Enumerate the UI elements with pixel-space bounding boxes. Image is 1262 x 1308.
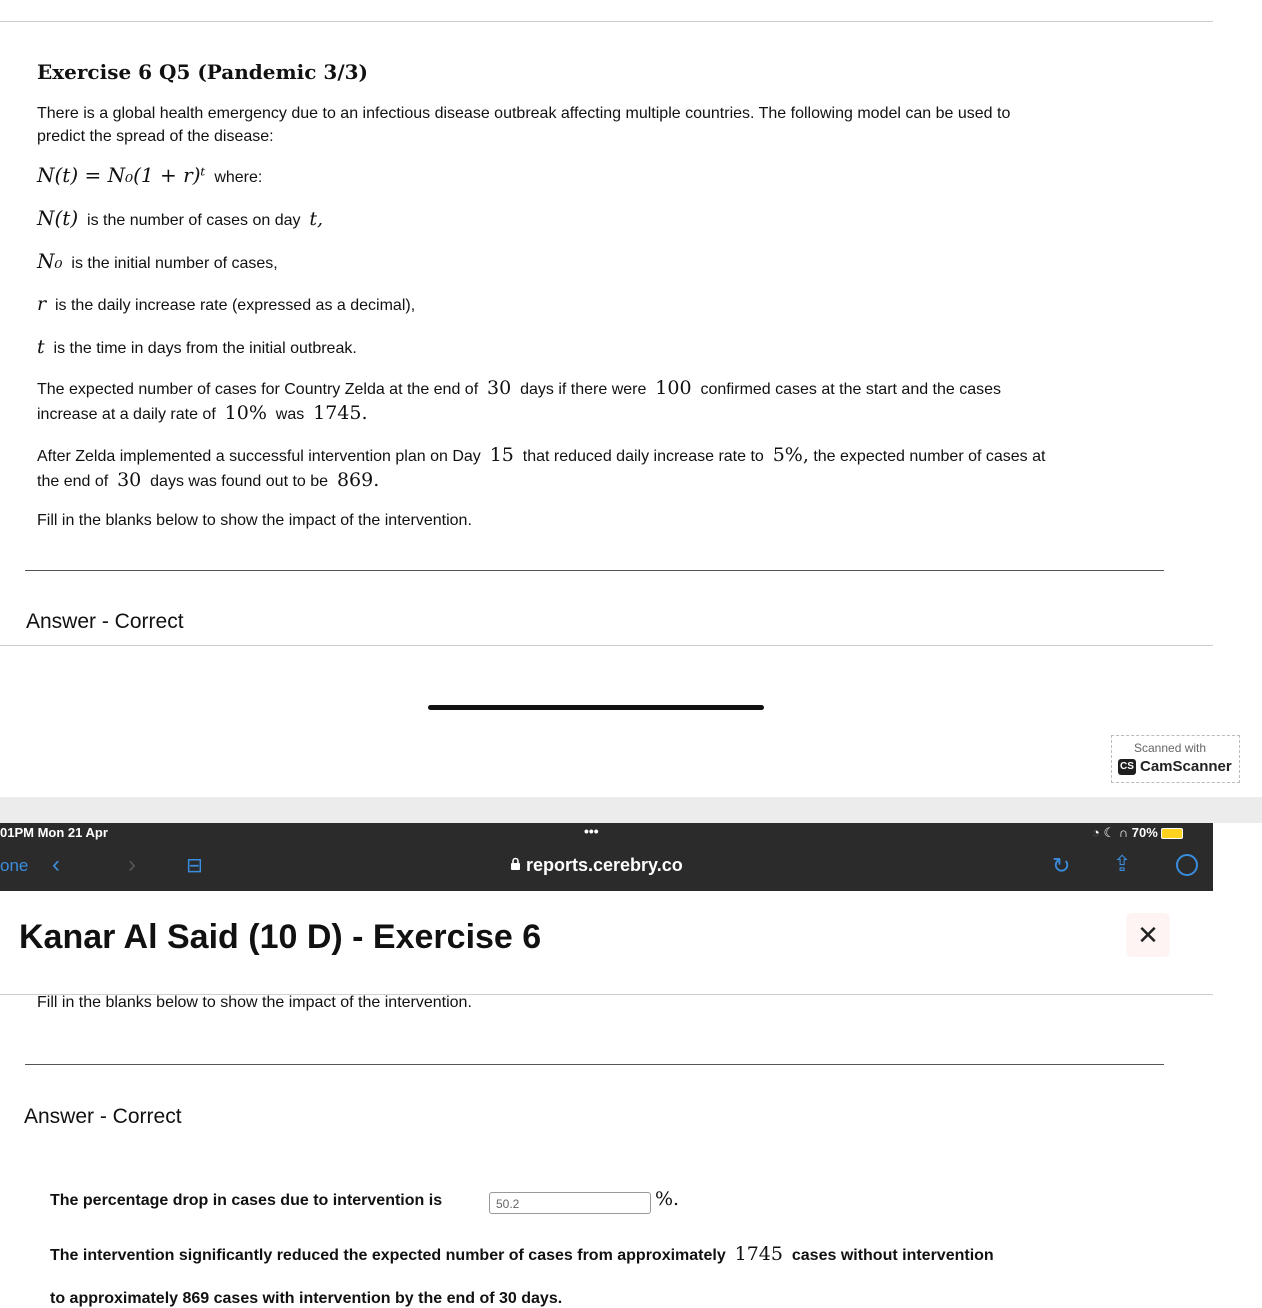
cut-off-instruction: Fill in the blanks below to show the impact of the intervention. — [37, 994, 472, 1011]
battery-icon — [1161, 828, 1183, 839]
camscanner-logo-icon: CS — [1118, 759, 1136, 775]
def1-var: t, — [309, 208, 324, 230]
cut-off-line-container — [37, 994, 737, 1022]
answer-label-top: Answer - Correct — [26, 610, 184, 633]
answer-label: Answer - Correct — [24, 1105, 182, 1128]
formula-suffix: where: — [214, 169, 263, 186]
q3-text: to approximately 869 cases with intervention by the end of 30 days. — [50, 1290, 563, 1307]
definition-r — [37, 292, 415, 318]
camscanner-watermark — [1111, 735, 1240, 783]
question-divider — [25, 570, 1164, 571]
q2-text-b: cases without intervention — [791, 1247, 994, 1264]
fill-in-instruction: Fill in the blanks below to show the impact of the intervention. — [37, 512, 472, 529]
p2-day: 15 — [489, 444, 514, 466]
p1-b: days if there were — [520, 381, 647, 398]
url-bar[interactable]: reports.cerebry.co — [526, 855, 683, 875]
p1-a: The expected number of cases for Country Zelda at the end of — [37, 381, 479, 398]
close-button[interactable] — [1126, 913, 1170, 957]
def3-text: is the daily increase rate (expressed as a decimal), — [54, 297, 416, 314]
q2-value: 1745 — [734, 1243, 783, 1265]
percentage-drop-input[interactable]: 50.2 — [489, 1192, 651, 1214]
intro-line-2: predict the spread of the disease: — [37, 128, 274, 145]
p1-result: 1745. — [313, 402, 368, 424]
answer-divider — [0, 645, 1213, 646]
p1-d: increase at a daily rate of — [37, 406, 216, 423]
definition-t — [37, 335, 357, 361]
share-icon[interactable]: ⇪ — [1113, 851, 1132, 876]
close-icon: ✕ — [1137, 920, 1159, 950]
status-time-date: 01PM Mon 21 Apr — [0, 825, 108, 840]
lower-divider — [25, 1064, 1164, 1065]
wifi-icon: ◔ — [1092, 825, 1100, 840]
compass-icon[interactable] — [1176, 854, 1198, 876]
definition-n0 — [37, 249, 278, 276]
p2-d: the end of — [37, 473, 109, 490]
done-button[interactable]: one — [0, 856, 29, 875]
p1-cases: 100 — [655, 377, 692, 399]
browser-bar — [0, 823, 1213, 891]
p2-b: that reduced daily increase rate to — [522, 448, 764, 465]
reader-icon[interactable]: ⊟ — [186, 855, 203, 877]
home-indicator — [428, 705, 764, 710]
q1-text: The percentage drop in cases due to intervention is — [50, 1192, 443, 1209]
p1-c: confirmed cases at the start and the cases — [700, 381, 1002, 398]
p1-days: 30 — [487, 377, 512, 399]
def1-symbol: N(t) — [37, 206, 79, 230]
p2-e: days was found out to be — [150, 473, 329, 490]
multitask-dots-icon[interactable]: ••• — [584, 823, 599, 839]
paragraph-1-line-1 — [37, 376, 1001, 402]
p1-e: was — [275, 406, 305, 423]
paragraph-2-line-2 — [37, 468, 379, 494]
page-gap — [0, 797, 1262, 823]
back-icon[interactable]: ‹ — [52, 851, 60, 878]
def2-symbol: N₀ — [37, 249, 63, 273]
p2-rate: 5%, — [772, 444, 809, 466]
paragraph-1-line-2 — [37, 401, 368, 427]
lock-icon — [510, 857, 521, 870]
status-icons — [1092, 825, 1183, 841]
intro-line-1: There is a global health emergency due to an infectious disease outbreak affecting multiple countries. The following model can be used to — [37, 105, 1011, 122]
page-heading: Kanar Al Said (10 D) - Exercise 6 — [19, 918, 542, 956]
def2-text: is the initial number of cases, — [71, 255, 278, 272]
p2-a: After Zelda implemented a successful intervention plan on Day — [37, 448, 481, 465]
battery-percentage: 70% — [1131, 825, 1158, 840]
q2-line — [50, 1243, 994, 1265]
top-divider — [0, 21, 1213, 22]
def4-text: is the time in days from the initial outbreak. — [53, 340, 357, 357]
p1-rate: 10% — [224, 402, 267, 424]
reload-icon[interactable]: ↻ — [1052, 853, 1071, 878]
p2-result: 869. — [336, 469, 380, 491]
headphones-icon: ∩ — [1118, 825, 1129, 840]
q2-text-a: The intervention significantly reduced the expected number of cases from approximately — [50, 1247, 726, 1264]
forward-icon[interactable]: › — [128, 851, 136, 878]
question-title: Exercise 6 Q5 (Pandemic 3/3) — [37, 60, 369, 84]
paragraph-2-line-1 — [37, 443, 1045, 469]
q1-unit: %. — [655, 1188, 680, 1210]
formula: N(t) = N₀(1 + r)ᵗ — [37, 163, 206, 187]
scanned-with-text: Scanned with — [1134, 741, 1207, 755]
p2-days: 30 — [117, 469, 142, 491]
q3-container — [50, 1290, 750, 1307]
def4-symbol: t — [37, 336, 45, 358]
p2-c: the expected number of cases at — [813, 448, 1046, 465]
def1-text: is the number of cases on day — [87, 212, 301, 229]
def3-symbol: r — [37, 293, 47, 315]
definition-n-of-t — [37, 206, 323, 233]
camscanner-brand: CamScanner — [1140, 758, 1232, 775]
moon-icon: ☾ — [1103, 825, 1116, 840]
formula-line — [37, 163, 262, 190]
